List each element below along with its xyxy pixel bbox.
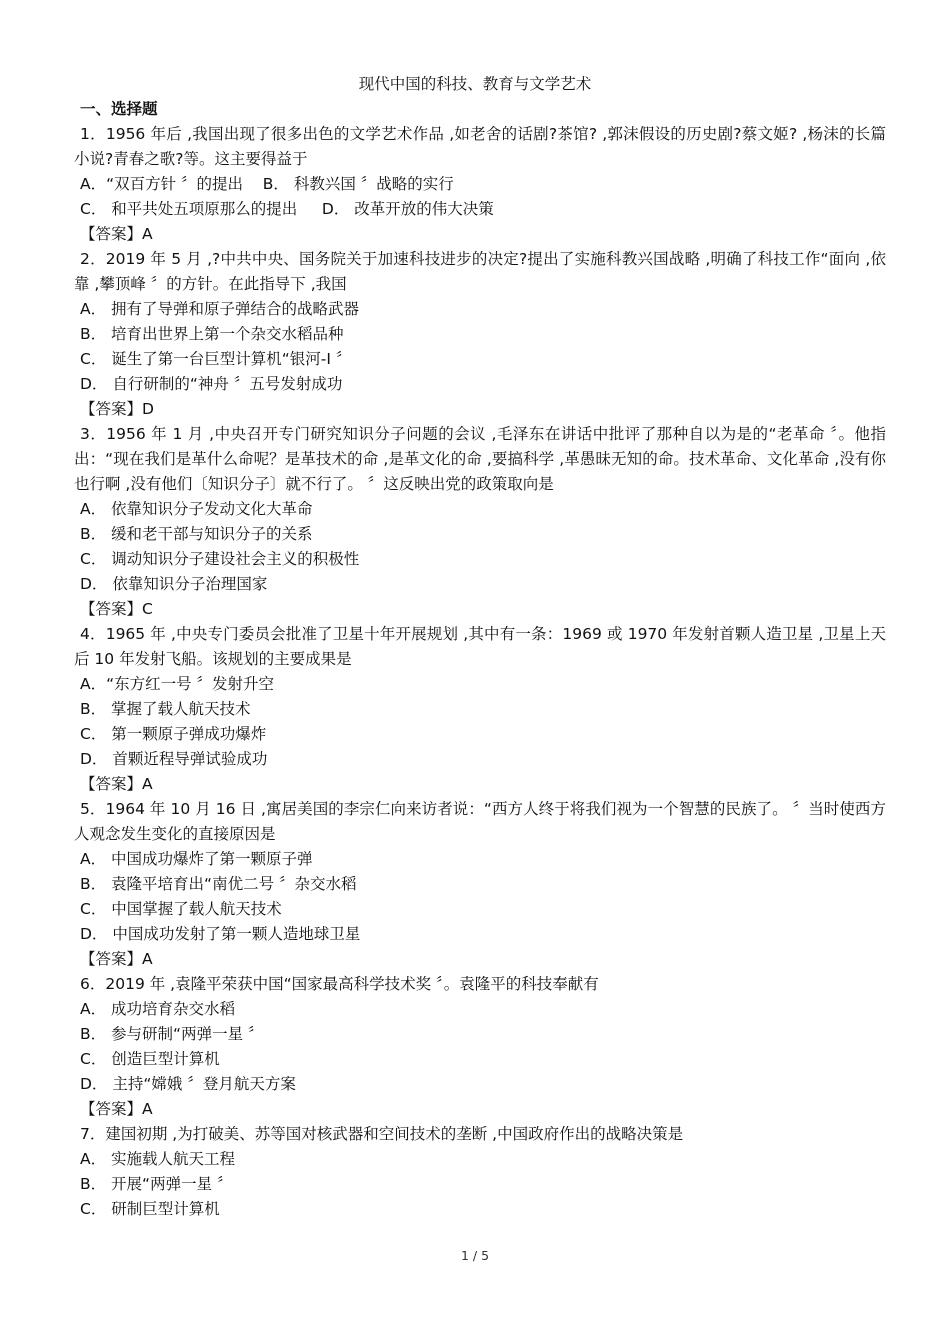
option-d: D． 依靠知识分子治理国家 xyxy=(80,575,268,593)
question-stem: 7．建国初期 ,为打破美、苏等国对核武器和空间技术的垄断 ,中国政府作出的战略决策是 xyxy=(80,1125,684,1143)
option-c: C． 诞生了第一台巨型计算机“银河-I 〞 xyxy=(80,350,352,368)
section-heading: 一、选择题 xyxy=(80,100,158,118)
option-c: C． 调动知识分子建设社会主义的积极性 xyxy=(80,550,360,568)
question-block xyxy=(74,797,886,972)
option-d: D． 中国成功发射了第一颗人造地球卫星 xyxy=(80,925,361,943)
answer-line: 【答案】A xyxy=(80,225,153,243)
answer-line: 【答案】C xyxy=(80,600,153,618)
option-row: C． 和平共处五项原那么的提出 D． 改革开放的伟大决策 xyxy=(80,200,494,218)
option-b: B． 掌握了载人航天技术 xyxy=(80,700,251,718)
answer-line: 【答案】D xyxy=(80,400,154,418)
question-list xyxy=(74,122,886,1222)
document-title: 现代中国的科技、教育与文学艺术 xyxy=(358,75,592,93)
option-a: A． 拥有了导弹和原子弹结合的战略武器 xyxy=(80,300,360,318)
option-d: D． 主持“嫦娥 〞登月航天方案 xyxy=(80,1075,296,1093)
option-a: A．“东方红一号 〞发射升空 xyxy=(80,675,275,693)
question-block xyxy=(74,422,886,622)
option-a: A． 实施载人航天工程 xyxy=(80,1150,236,1168)
option-c: C． 中国掌握了载人航天技术 xyxy=(80,900,282,918)
option-b: B． 培育出世界上第一个杂交水稻品种 xyxy=(80,325,344,343)
question-block xyxy=(74,622,886,797)
option-c: C． 研制巨型计算机 xyxy=(80,1200,220,1218)
option-d: D． 首颗近程导弹试验成功 xyxy=(80,750,268,768)
option-b: B． 缓和老干部与知识分子的关系 xyxy=(80,525,313,543)
answer-line: 【答案】A xyxy=(80,1100,153,1118)
question-block xyxy=(74,972,886,1122)
option-c: C． 创造巨型计算机 xyxy=(80,1050,220,1068)
answer-line: 【答案】A xyxy=(80,950,153,968)
question-block xyxy=(74,247,886,422)
option-b: B． 袁隆平培育出“南优二号 〞杂交水稻 xyxy=(80,875,357,893)
option-a: A． 成功培育杂交水稻 xyxy=(80,1000,236,1018)
question-stem: 3．1956 年 1 月 ,中央召开专门研究知识分子问题的会议 ,毛泽东在讲话中批评了那种自以为是的“老革命 〞。他指出：“现在我们是革什么命呢？是革技术的命 ,是革文化的命 ,要搞科学 ,革愚昧无知的命。技术革命、文化革命 ,没有你也行啊 ,没有他们〔知识分子〕就不行了。 〞这反映出党的政策取向是 xyxy=(74,425,886,493)
option-a: A． 中国成功爆炸了第一颗原子弹 xyxy=(80,850,313,868)
option-row: A．“双百方针 〞的提出 B． 科教兴国 〞战略的实行 xyxy=(80,175,454,193)
option-b: B． 开展“两弹一星 〞 xyxy=(80,1175,233,1193)
question-block xyxy=(74,122,886,247)
question-stem: 1．1956 年后 ,我国出现了很多出色的文学艺术作品 ,如老舍的话剧?茶馆? ,郭沫假设的历史剧?蔡文姬? ,杨沫的长篇小说?青春之歌?等。这主要得益于 xyxy=(74,125,886,168)
page-number: 1 / 5 xyxy=(460,1248,490,1263)
question-stem: 2．2019 年 5 月 ,?中共中央、国务院关于加速科技进步的决定?提出了实施科教兴国战略 ,明确了科技工作“面向 ,依靠 ,攀顶峰 〞的方针。在此指导下 ,我国 xyxy=(74,250,886,293)
question-block xyxy=(74,1122,886,1222)
question-stem: 6．2019 年 ,袁隆平荣获中国“国家最高科学技术奖 〞。袁隆平的科技奉献有 xyxy=(80,975,599,993)
option-a: A． 依靠知识分子发动文化大革命 xyxy=(80,500,313,518)
answer-line: 【答案】A xyxy=(80,775,153,793)
question-stem: 4．1965 年 ,中央专门委员会批准了卫星十年开展规划 ,其中有一条：1969 或 1970 年发射首颗人造卫星 ,卫星上天后 10 年发射飞船。该规划的主要成果是 xyxy=(74,625,886,668)
option-d: D． 自行研制的“神舟 〞五号发射成功 xyxy=(80,375,343,393)
option-c: C． 第一颗原子弹成功爆炸 xyxy=(80,725,267,743)
question-stem: 5．1964 年 10 月 16 日 ,寓居美国的李宗仁向来访者说：“西方人终于将我们视为一个智慧的民族了。 〞当时使西方人观念发生变化的直接原因是 xyxy=(74,800,886,843)
option-b: B． 参与研制“两弹一星 〞 xyxy=(80,1025,264,1043)
